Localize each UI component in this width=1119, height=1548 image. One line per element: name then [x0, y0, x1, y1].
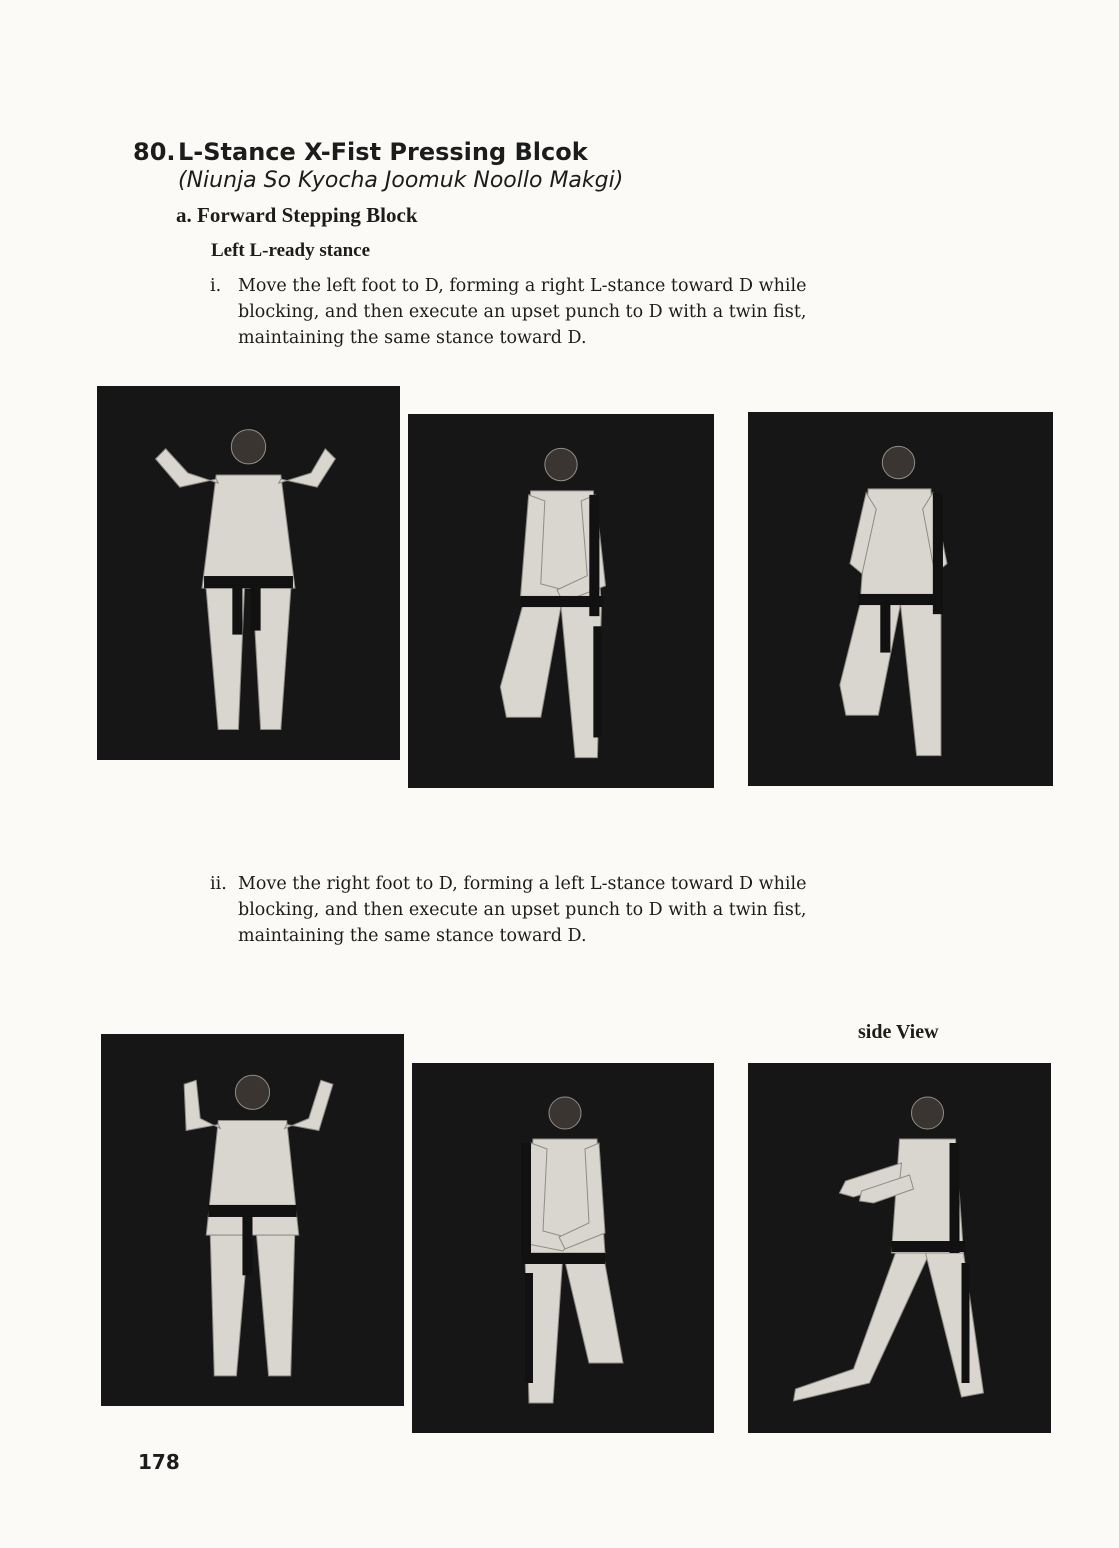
martial-artist-ready-stance-photo: [101, 1034, 404, 1406]
step-ii-line: Move the right foot to D, forming a left L-stance toward D while: [238, 874, 807, 894]
step-ii-marker: ii.: [210, 874, 227, 894]
step-ii-line: maintaining the same stance toward D.: [238, 926, 587, 946]
step-i-line: maintaining the same stance toward D.: [238, 328, 587, 348]
side-view-caption: side View: [858, 1021, 939, 1043]
subsection-heading: a. Forward Stepping Block: [176, 203, 418, 227]
section-number: 80.: [133, 138, 176, 166]
step-ii-paragraph: [210, 871, 950, 949]
photo-step-ii-1: [101, 1034, 404, 1406]
korean-title: (Niunja So Kyocha Joomuk Noollo Makgi): [178, 168, 624, 193]
step-i-marker: i.: [210, 276, 222, 296]
step-ii-line: blocking, and then execute an upset punch to D with a twin fist,: [238, 900, 807, 920]
martial-artist-upset-punch-photo: [748, 412, 1053, 786]
martial-artist-x-fist-block-photo: [408, 414, 714, 788]
photo-step-ii-2: [412, 1063, 714, 1433]
martial-artist-x-fist-block-photo: [412, 1063, 714, 1433]
photo-step-i-1: [97, 386, 400, 760]
page-number: 178: [138, 1450, 180, 1474]
photo-step-i-3: [748, 412, 1053, 786]
photo-step-i-2: [408, 414, 714, 788]
section-title: L-Stance X-Fist Pressing Blcok: [178, 138, 588, 166]
starting-stance-label: Left L-ready stance: [211, 240, 371, 261]
step-i-paragraph: [210, 273, 950, 351]
martial-artist-ready-stance-photo: [97, 386, 400, 760]
photo-step-ii-3: [748, 1063, 1051, 1433]
step-i-line: blocking, and then execute an upset punch to D with a twin fist,: [238, 302, 807, 322]
martial-artist-side-view-photo: [748, 1063, 1051, 1433]
step-i-line: Move the left foot to D, forming a right L-stance toward D while: [238, 276, 807, 296]
